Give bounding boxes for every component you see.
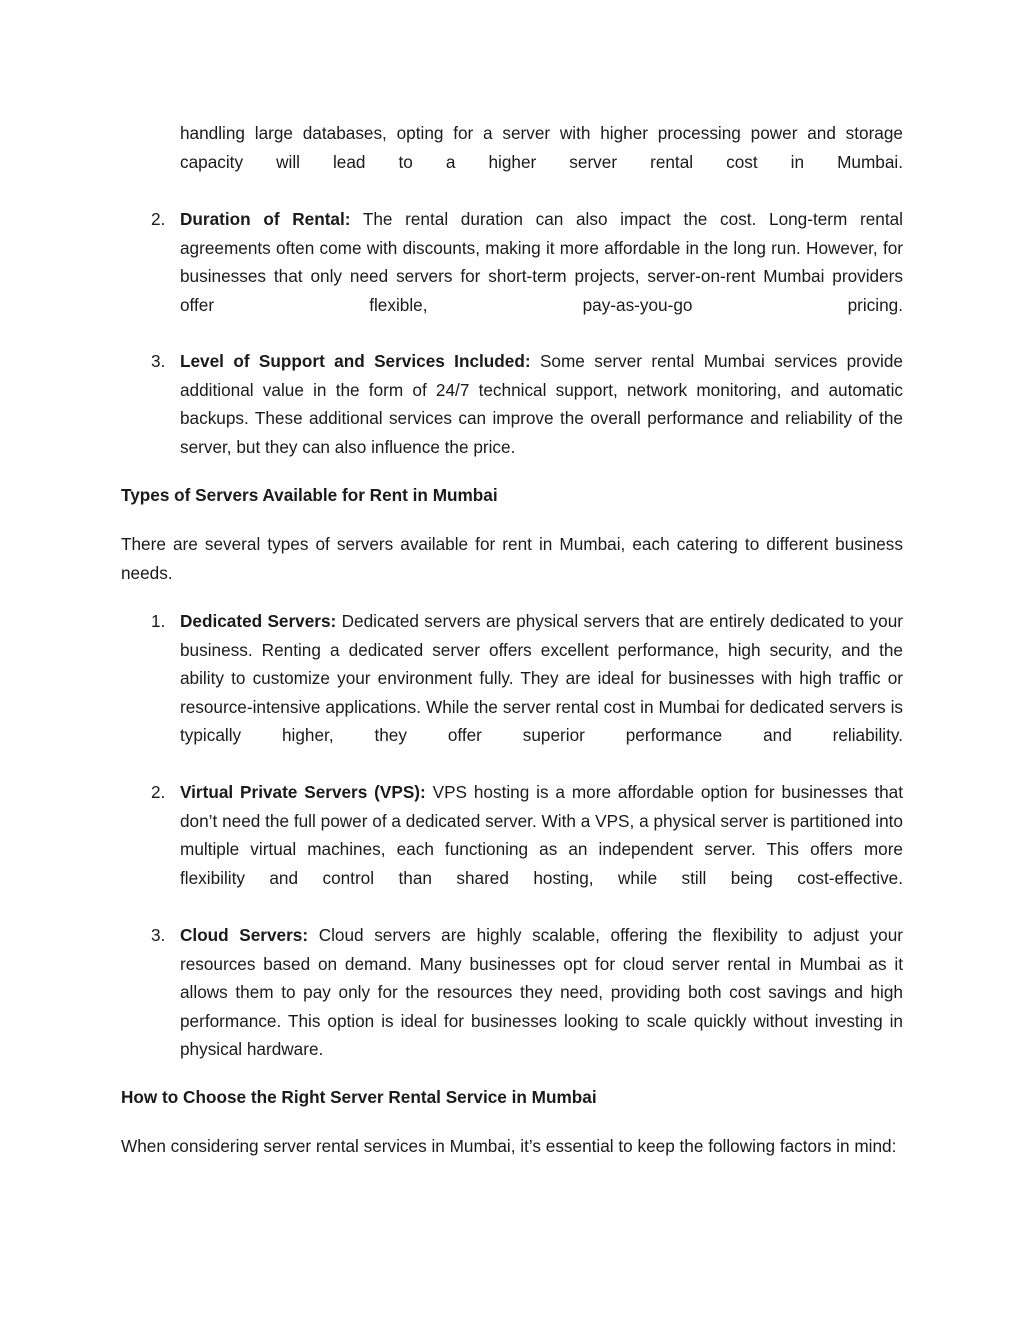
- list-item-number: 2.: [151, 209, 166, 229]
- list-item-number: 3.: [151, 351, 166, 371]
- list-item-body: The rental duration can also impact the cost. Long-term rental agreements often come with discounts, making it more affordable in the long run. However, for businesses that only need servers for short-term projects, server-on-rent Mumbai providers offer flexible, pay-as-you-go pricing.: [180, 209, 904, 315]
- list-item-body: Cloud servers are highly scalable, offering the flexibility to adjust your resources based on demand. Many businesses opt for cloud server rental in Mumbai as it allows them to pay only for the resources they need, providing both cost savings and high performance. This option is ideal for businesses looking to scale quickly without investing in physical hardware.: [180, 925, 904, 1060]
- list-item-body: VPS hosting is a more affordable option for businesses that don’t need the full power of a dedicated server. With a VPS, a physical server is partitioned into multiple virtual machines, each functioning as an independent server. This offers more flexibility and control than shared hosting, while still being cost-effective.: [180, 782, 903, 888]
- list-item-text: [180, 347, 903, 461]
- list-item-number: 3.: [151, 925, 166, 945]
- list-item-title: Duration of Rental:: [180, 209, 351, 229]
- list-item-text: [180, 205, 903, 319]
- list-item-title: Level of Support and Services Included:: [180, 351, 531, 371]
- list-item-title: Dedicated Servers:: [180, 611, 337, 631]
- section-heading-types-of-servers: Types of Servers Available for Rent in Mumbai: [121, 485, 498, 505]
- list-item-body: Some server rental Mumbai services provide additional value in the form of 24/7 technical support, network monitoring, and automatic backups. These additional services can improve the overall performance and reliability of the server, but they can also influence the price.: [180, 351, 903, 457]
- section-intro-types: There are several types of servers available for rent in Mumbai, each catering to different business needs.: [121, 534, 903, 583]
- list-item-body: Dedicated servers are physical servers that are entirely dedicated to your business. Renting a dedicated server offers excellent performance, high security, and the ability to customize your environment fully. They are ideal for businesses with high traffic or resource-intensive applications. While the server rental cost in Mumbai for dedicated servers is typically higher, they offer superior performance and reliability.: [180, 611, 903, 746]
- list-item-title: Cloud Servers:: [180, 925, 309, 945]
- section-heading-how-to-choose: How to Choose the Right Server Rental Service in Mumbai: [121, 1087, 597, 1107]
- list-item-title: Virtual Private Servers (VPS):: [180, 782, 426, 802]
- list-item-number: 2.: [151, 782, 166, 802]
- section-intro-how-to-choose: When considering server rental services in Mumbai, it’s essential to keep the following factors in mind:: [121, 1136, 897, 1156]
- list-item-text: [180, 778, 903, 892]
- list-item-text: [180, 607, 903, 750]
- list-item-text: [180, 921, 903, 1064]
- list-item-number: 1.: [151, 611, 166, 631]
- list-item-body: handling large databases, opting for a server with higher processing power and storage capacity will lead to a higher server rental cost in Mumbai.: [180, 123, 903, 172]
